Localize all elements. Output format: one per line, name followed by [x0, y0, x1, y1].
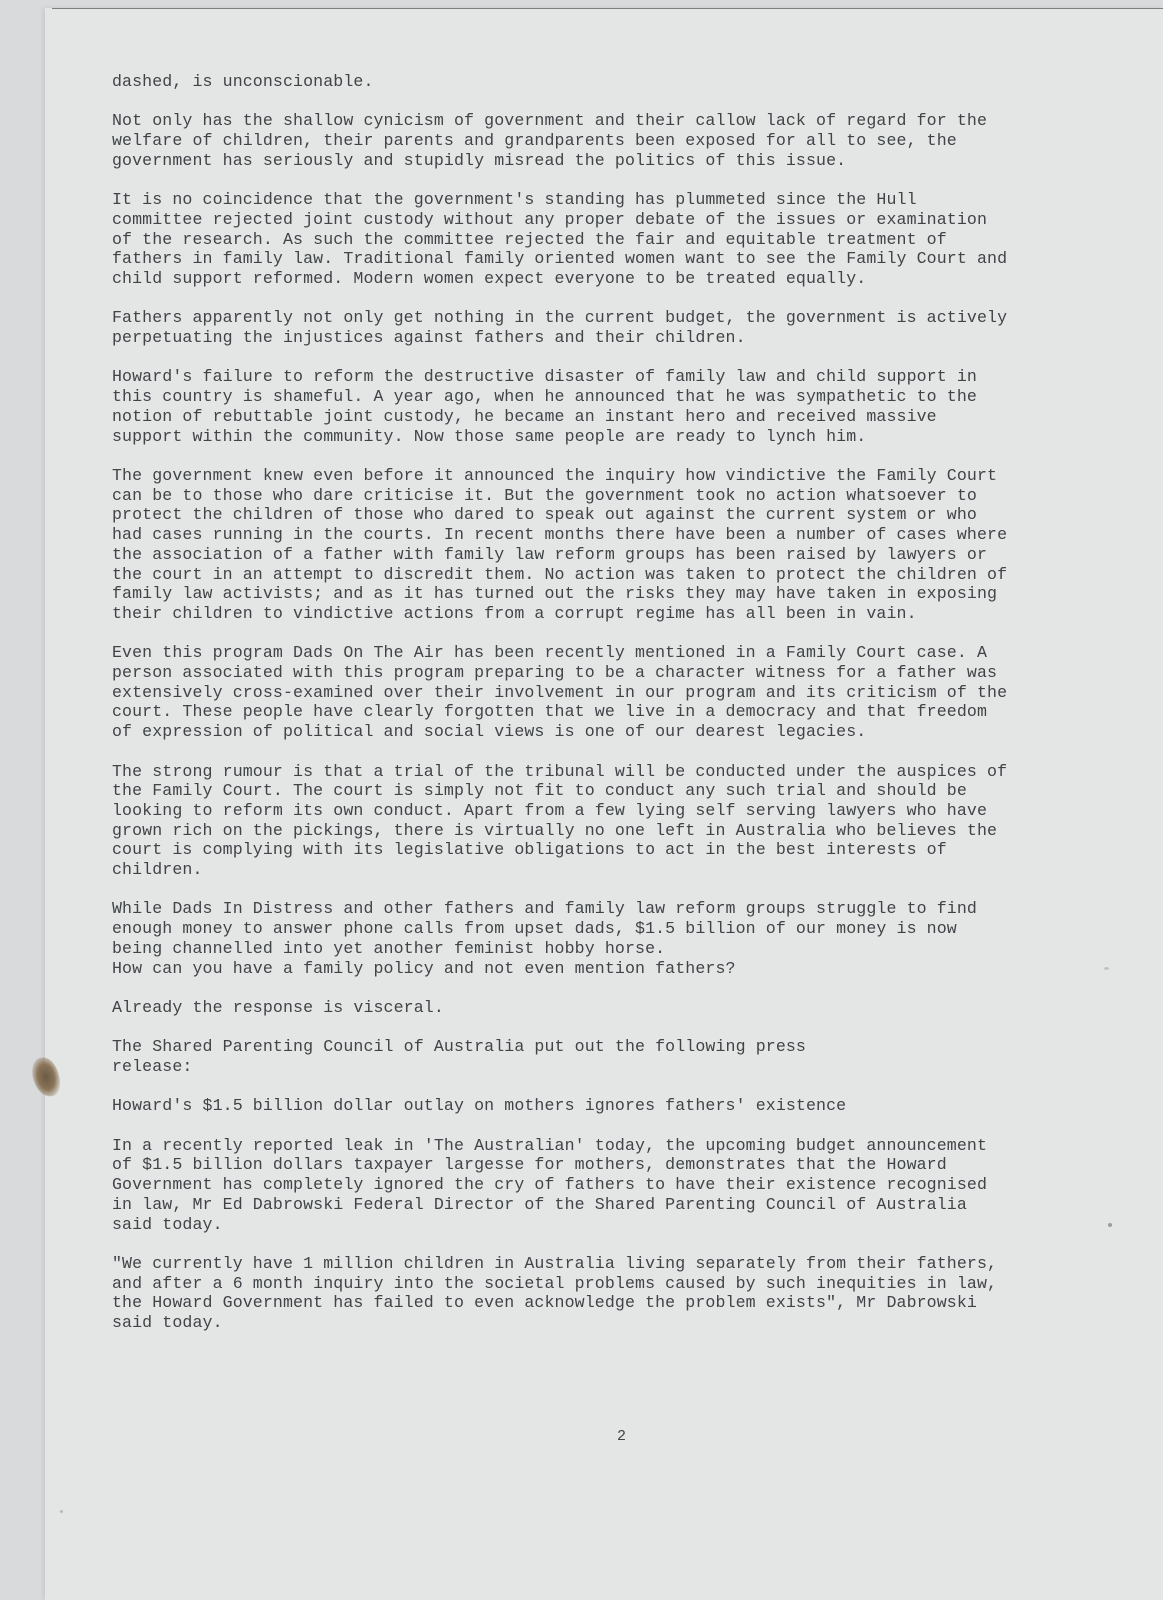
paragraph-9: While Dads In Distress and other fathers and family law reform groups struggle to find enough money to answer phone calls from upset dads, $1.5 billion of our money is now being channelled into yet another feminist hobby horse. [112, 899, 977, 958]
paragraph-15: "We currently have 1 million children in Australia living separately from their fathers, and after a 6 month inquiry into the societal problems caused by such inequities in law, the Howard Government has failed to even acknowledge the problem exists", Mr Dabrowski said today. [112, 1253, 998, 1333]
paragraph-4: Fathers apparently not only get nothing in the current budget, the government is actively perpetuating the injustices against fathers and their children. [112, 308, 1008, 348]
press-release-headline: Howard's $1.5 billion dollar outlay on mothers ignores fathers' existence [112, 1096, 847, 1116]
paragraph-3: It is no coincidence that the government's standing has plummeted since the Hull committee rejected joint custody without any proper debate of the issues or examination of the research. As such the committee rejected the fair and equitable treatment of fathers in family law. Traditional family oriented women want to see the Family Court and child support reformed. Modern women expect everyone to be treated equally. [112, 190, 1008, 288]
paragraph-7: Even this program Dads On The Air has been recently mentioned in a Family Court case. A person associated with this program preparing to be a character witness for a father was extensively cross-examined over their involvement in our program and its criticism of the court. These people have clearly forgotten that we live in a democracy and that freedom of expression of political and social views is one of our dearest legacies. [112, 643, 1008, 742]
page-number: 2 [616, 1428, 626, 1445]
paragraph-1: dashed, is unconscionable. [112, 72, 374, 91]
paragraph-6: The government knew even before it announced the inquiry how vindictive the Family Court can be to those who dare criticise it. But the government took no action whatsoever to protect the children of those who dared to speak out against the current system or who had cases running in the courts. In recent months there have been a number of cases where the association of a father with family law reform groups has been raised by lawyers or the court in an attempt to discredit them. No action was taken to protect the children of family law activists; and as it has turned out the risks they may have taken in exposing their children to vindictive actions from a corrupt regime has all been in vain. [112, 465, 1008, 623]
paragraph-2: Not only has the shallow cynicism of government and their callow lack of regard for the welfare of children, their parents and grandparents been exposed for all to see, the government has seriously and stupidly misread the politics of this issue. [112, 111, 988, 170]
paragraph-8: The strong rumour is that a trial of the tribunal will be conducted under the auspices of the Family Court. The court is simply not fit to conduct any such trial and should be looking to reform its own conduct. Apart from a few lying self serving lawyers who have grown rich on the pickings, there is virtually no one left in Australia who believes the court is complying with its legislative obligations to act in the best interests of children. [112, 761, 1008, 880]
paragraph-5: Howard's failure to reform the destructive disaster of family law and child support in this country is shameful. A year ago, when he announced that he was sympathetic to the notion of rebuttable joint custody, he became an instant hero and received massive support within the community. Now those same people are ready to lynch him. [112, 367, 977, 446]
document-body [112, 72, 1132, 1352]
paper-speck [60, 1510, 63, 1513]
paragraph-14: In a recently reported leak in 'The Australian' today, the upcoming budget announcement of $1.5 billion dollars taxpayer largesse for mothers, demonstrates that the Howard Government has completely ignored the cry of fathers to have their existence recognised in law, Mr Ed Dabrowski Federal Director of the Shared Parenting Council of Australia said today. [112, 1135, 988, 1234]
paragraph-12: The Shared Parenting Council of Australia put out the following press release: [112, 1037, 806, 1076]
paragraph-10: How can you have a family policy and not even mention fathers? [112, 958, 736, 978]
paragraph-11: Already the response is visceral. [112, 997, 444, 1017]
page-edge-line [52, 8, 1163, 9]
